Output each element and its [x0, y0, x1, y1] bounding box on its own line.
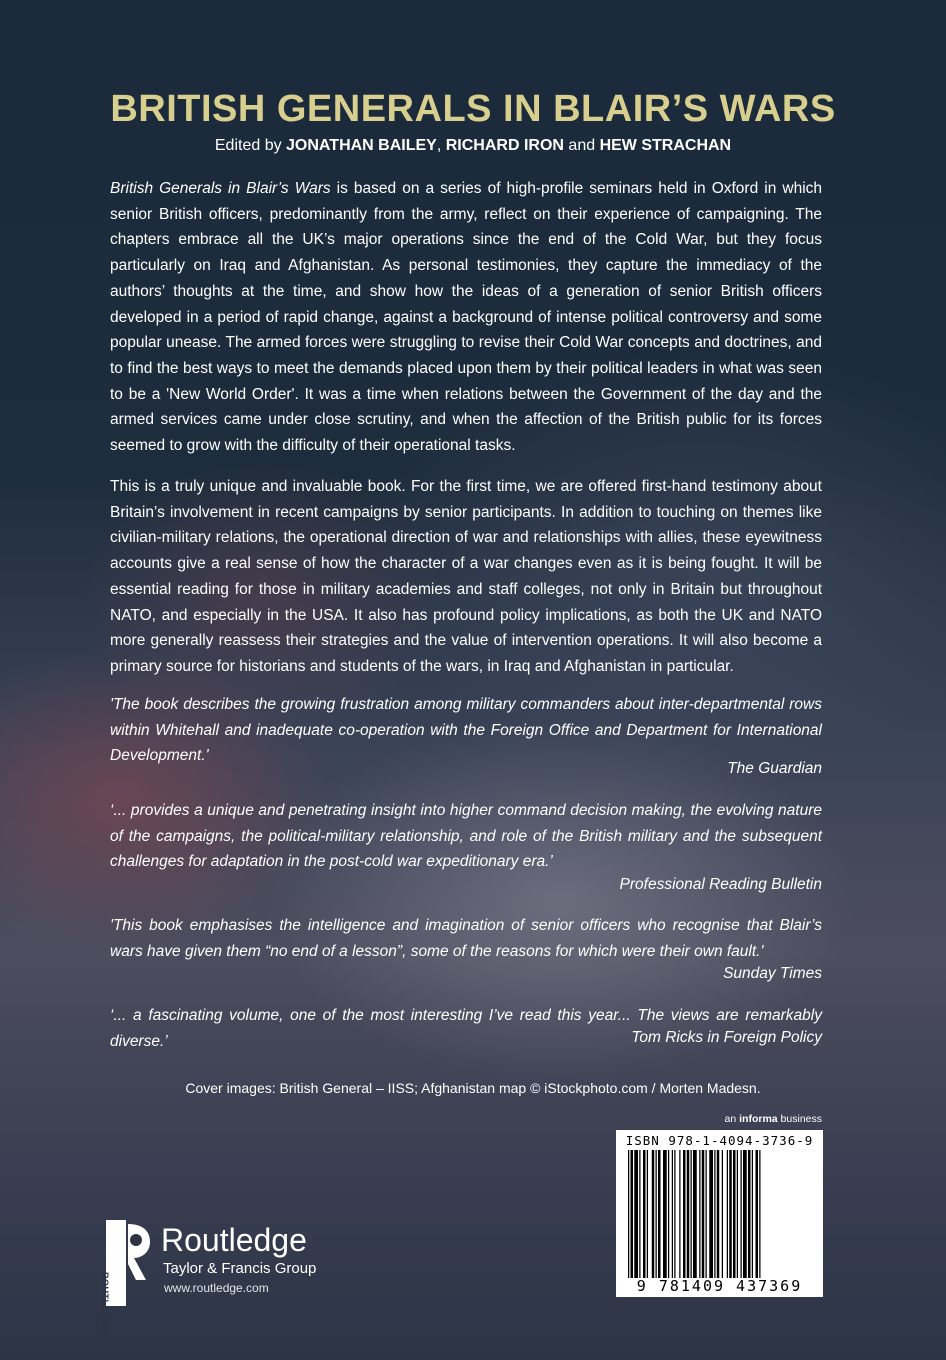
- barcode-bar: [691, 1150, 692, 1278]
- barcode-bar: [656, 1150, 657, 1278]
- editors-separator: and: [563, 137, 600, 154]
- barcode-bar: [631, 1150, 634, 1278]
- barcode-bar: [647, 1150, 648, 1278]
- publisher-group: Taylor & Francis Group: [163, 1260, 317, 1277]
- barcode-bar: [709, 1150, 713, 1278]
- review-source: The Guardian: [727, 760, 822, 777]
- routledge-vertical-wordmark: ROUTLEDGE: [100, 1272, 110, 1334]
- review-source: Sunday Times: [723, 965, 822, 982]
- blurb-text: is based on a series of high-profile seminars held in Oxford in which senior British officers, predominantly from the army, reflect on their experience of campaigning. The chapters embrace all the UK’s major operations since the end of the Cold War, but they focus particularly on Iraq and Afghanistan. As personal testimonies, they capture the immediacy of the authors’ thoughts at the time, and show how the ideas of a generation of senior British officers developed in a period of rapid change, against a background of intense political controversy and some popular unease. The armed forces were struggling to revise their Cold War concepts and doctrines, and to find the best ways to meet the demands placed upon them by their political leaders in what was seen to be a 'New World Order'. It was a time when relations between the Government of the day and the armed services came under close scrutiny, and when the affection of the British public for its forces seemed to grow with the difficulty of their operational tasks.: [110, 180, 823, 455]
- editor-name: JONATHAN BAILEY: [286, 137, 437, 154]
- barcode-bar: [717, 1150, 720, 1278]
- barcode-bar: [634, 1150, 638, 1278]
- barcode-bars: [628, 1150, 811, 1278]
- barcode-bar: [733, 1150, 736, 1278]
- barcode-bar: [714, 1150, 715, 1278]
- isbn-label: ISBN 978-1-4094-3736-9: [625, 1133, 814, 1148]
- review-quote: ‘... provides a unique and penetrating insight into higher command decision making, the evolving nature of the campaigns, the political-military relationship, and role of the British military and the subsequent challenges for adaptation in the post-cold war expeditionary era.’: [110, 802, 822, 871]
- barcode-bar: [652, 1150, 655, 1278]
- barcode-bar: [748, 1150, 751, 1278]
- barcode-bar: [628, 1150, 629, 1278]
- informa-prefix: an: [724, 1113, 740, 1125]
- isbn-barcode: [616, 1130, 823, 1297]
- book-title: BRITISH GENERALS IN BLAIR’S WARS: [110, 88, 836, 130]
- informa-brand: informa: [739, 1113, 778, 1125]
- barcode-bar: [729, 1150, 732, 1278]
- barcode-bar: [722, 1150, 723, 1278]
- barcode-bar: [727, 1150, 728, 1278]
- barcode-bar: [643, 1150, 646, 1278]
- barcode-bar: [759, 1150, 760, 1278]
- review-quote: 'This book emphasises the intelligence and imagination of senior officers who recognise that Blair’s wars have given them “no end of a lesson”, some of the reasons for which were their own fault.': [110, 917, 822, 960]
- barcode-bar: [658, 1150, 661, 1278]
- publisher-name: Routledge: [161, 1222, 307, 1258]
- barcode-bar: [639, 1150, 640, 1278]
- barcode-bar: [702, 1150, 705, 1278]
- editor-name: HEW STRACHAN: [599, 137, 732, 154]
- barcode-bar: [756, 1150, 759, 1278]
- publisher-url: www.routledge.com: [164, 1281, 269, 1295]
- barcode-bar: [674, 1150, 675, 1278]
- blurb-paragraph: [110, 176, 822, 459]
- blurb-paragraph: This is a truly unique and invaluable book. For the first time, we are offered first-hand testimony about Britain’s involvement in recent campaigns by senior participants. In addition to touching on themes like civilian-military relations, the operational direction of war and relationships with allies, these eyewitness accounts give a real sense of how the character of a war changes even as it is being fought. It will be essential reading for those in military academies and staff colleges, not only in Britain but throughout NATO, and especially in the USA. It also has profound policy implications, as both the UK and NATO more generally reassess their strategies and the value of intervention operations. It will also become a primary source for historians and students of the wars, in Iraq and Afghanistan in particular.: [110, 478, 822, 675]
- barcode-bar: [663, 1150, 667, 1278]
- cover-image-credits: Cover images: British General – IISS; Afghanistan map © iStockphoto.com / Morten Madesn.: [185, 1080, 761, 1096]
- barcode-bar: [741, 1150, 742, 1278]
- review-quote: 'The book describes the growing frustration among military commanders about inter-departmental rows within Whitehall and inadequate co-operation with the Foreign Office and Department for International Development.': [110, 696, 822, 765]
- barcode-bar: [679, 1150, 680, 1278]
- editors-separator: ,: [436, 137, 446, 154]
- barcode-bar: [706, 1150, 707, 1278]
- routledge-mark-icon: [106, 1220, 152, 1306]
- informa-tagline: [725, 1113, 822, 1125]
- review-source: Professional Reading Bulletin: [619, 876, 822, 893]
- informa-suffix: business: [777, 1113, 822, 1125]
- editors-prefix: Edited by: [214, 137, 287, 154]
- barcode-bar: [668, 1150, 669, 1278]
- barcode-digits: 9 781409 437369: [636, 1277, 803, 1295]
- barcode-bar: [693, 1150, 697, 1278]
- barcode-bar: [743, 1150, 747, 1278]
- barcode-bar: [737, 1150, 738, 1278]
- barcode-bar: [672, 1150, 673, 1278]
- review-source: Tom Ricks in Foreign Policy: [631, 1029, 822, 1046]
- barcode-bar: [687, 1150, 690, 1278]
- review-quote: ‘... a fascinating volume, one of the most interesting I’ve read this year... The views are remarkably diverse.’: [110, 1007, 822, 1050]
- blurb-book-title: British Generals in Blair’s Wars: [110, 180, 331, 197]
- barcode-bar: [683, 1150, 686, 1278]
- barcode-bar: [699, 1150, 700, 1278]
- barcode-bar: [752, 1150, 753, 1278]
- editors-line: [0, 137, 946, 155]
- editor-name: RICHARD IRON: [445, 137, 564, 154]
